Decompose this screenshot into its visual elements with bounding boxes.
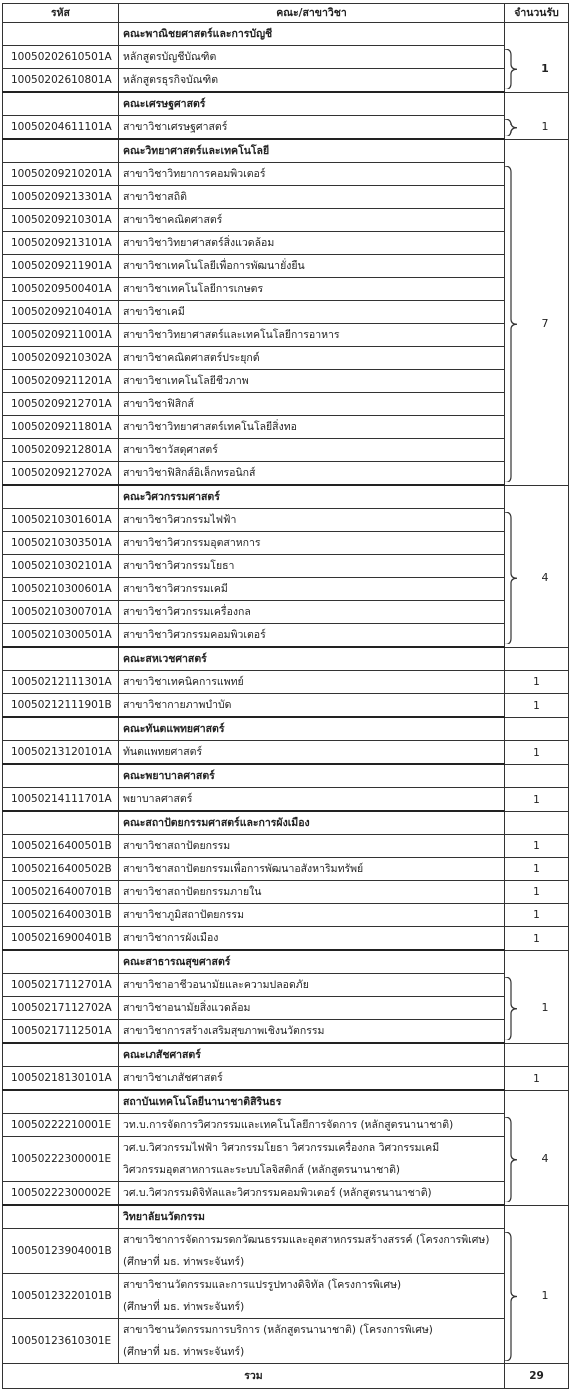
program-row [3,116,569,140]
total-value: 29 [505,1364,569,1389]
program-name: สาขาวิชาฟิสิกส์อิเล็กทรอนิกส์ [123,467,256,479]
program-name: วศ.บ.วิศวกรรมดิจิทัลและวิศวกรรมคอมพิวเตอร์ (หลักสูตรนานาชาติ) [123,1187,432,1199]
program-name: สาขาวิชาการสร้างเสริมสุขภาพเชิงนวัตกรรม [123,1025,325,1037]
group-count: 1 [541,120,549,134]
program-row [3,788,569,812]
program-name: สาขาวิชาวิศวกรรมไฟฟ้า [123,514,237,526]
faculty-code-cell [3,717,119,741]
program-code: 10050210301601A [3,509,119,532]
faculty-row [3,485,569,509]
program-row [3,1319,569,1364]
program-name-cell [119,671,505,694]
program-count: 1 [533,863,540,875]
program-code: 10050214111701A [3,788,119,812]
program-name: สาขาวิชาเทคโนโลยีการเกษตร [123,283,264,295]
program-name: สาขาวิชาคณิตศาสตร์ [123,214,223,226]
program-name-cell [119,416,505,439]
program-name: สาขาวิชาวิทยาศาสตร์เทคโนโลยีสิ่งทอ [123,421,297,433]
program-row [3,278,569,301]
count-cell [505,139,569,163]
program-code: 10050216400301B [3,904,119,927]
count-cell [505,881,569,904]
program-name-cell [119,209,505,232]
program-name: สาขาวิชากายภาพบำบัด [123,699,232,711]
program-row [3,509,569,532]
program-row [3,881,569,904]
program-name-cell [119,324,505,347]
program-name-cell [119,532,505,555]
program-name-line2: วิศวกรรมอุตสาหการและระบบโลจิสติกส์ (หลักสูตรนานาชาติ) [123,1164,401,1176]
program-row [3,186,569,209]
program-name-cell [119,370,505,393]
program-name: สาขาวิชาวัสดุศาสตร์ [123,444,218,456]
program-row [3,46,569,69]
faculty-name: คณะสหเวชศาสตร์ [119,647,505,671]
program-name: สาขาวิชาวิศวกรรมเคมี [123,583,228,595]
program-code: 10050212111901B [3,694,119,718]
program-row [3,347,569,370]
program-name: วท.บ.การจัดการวิศวกรรมและเทคโนโลยีการจัดการ (หลักสูตรนานาชาติ) [123,1119,454,1131]
faculty-name: คณะทันตแพทยศาสตร์ [119,717,505,741]
faculty-name: คณะวิศวกรรมศาสตร์ [119,485,505,509]
program-name-cell [119,904,505,927]
program-name-line2: (ศึกษาที่ มธ. ท่าพระจันทร์) [123,1256,245,1268]
program-name-cell [119,1114,505,1137]
group-count: 4 [541,1152,549,1166]
program-row [3,1229,569,1274]
program-name: พยาบาลศาสตร์ [123,793,193,805]
faculty-name: คณะเภสัชศาสตร์ [119,1043,505,1067]
count-cell [505,904,569,927]
faculty-code-cell [3,647,119,671]
program-name: สาขาวิชาสถาปัตยกรรม [123,840,231,852]
program-name-cell [119,694,505,718]
program-name-cell [119,1319,505,1364]
program-row [3,1182,569,1206]
program-name-cell [119,1229,505,1274]
program-row [3,927,569,951]
total-row [3,1364,569,1389]
faculty-code-cell [3,139,119,163]
program-name-cell [119,835,505,858]
program-row [3,301,569,324]
program-name: สาขาวิชาเทคนิคการแพทย์ [123,676,244,688]
count-cell [505,741,569,765]
count-cell [505,927,569,951]
program-name: วศ.บ.วิศวกรรมไฟฟ้า วิศวกรรมโยธา วิศวกรรมเครื่องกล วิศวกรรมเคมี [123,1142,440,1154]
program-code: 10050216900401B [3,927,119,951]
faculty-code-cell [3,811,119,835]
program-name-cell [119,163,505,186]
faculty-row [3,811,569,835]
program-row [3,324,569,347]
program-row [3,741,569,765]
program-row [3,1137,569,1182]
program-count: 1 [533,909,540,921]
count-cell [505,647,569,671]
faculty-name: คณะสถาปัตยกรรมศาสตร์และการผังเมือง [119,811,505,835]
program-row [3,1114,569,1137]
faculty-row [3,1090,569,1114]
program-count: 1 [533,886,540,898]
program-name: สาขาวิชาฟิสิกส์ [123,398,194,410]
faculty-name: คณะสาธารณสุขศาสตร์ [119,950,505,974]
program-name-cell [119,1137,505,1182]
group-count: 1 [541,1289,549,1302]
program-name-cell [119,555,505,578]
faculty-row [3,1043,569,1067]
group-count: 1 [541,1001,549,1015]
program-count: 1 [533,746,540,759]
program-code: 10050209211001A [3,324,119,347]
program-row [3,974,569,997]
program-code: 10050210300501A [3,624,119,648]
group-count: 1 [541,61,549,75]
program-row [3,393,569,416]
program-name-cell [119,347,505,370]
program-row [3,69,569,93]
program-name-cell [119,301,505,324]
program-name-cell [119,1182,505,1206]
program-code: 10050209211201A [3,370,119,393]
program-row [3,416,569,439]
program-name: สาขาวิชาอาชีวอนามัยและความปลอดภัย [123,979,309,991]
program-code: 10050202610801A [3,69,119,93]
program-code: 10050209210301A [3,209,119,232]
count-cell [505,717,569,741]
group-count: 4 [541,570,549,584]
curly-brace-icon [504,977,518,1041]
program-name-cell [119,601,505,624]
program-name: สาขาวิชาสถิติ [123,191,187,203]
program-row [3,858,569,881]
program-code: 10050123220101B [3,1274,119,1319]
program-name: สาขาวิชาการจัดการมรดกวัฒนธรรมและอุตสาหกรรมสร้างสรรค์ (โครงการพิเศษ) [123,1234,490,1246]
program-row [3,232,569,255]
program-code: 10050213120101A [3,741,119,765]
count-cell [505,671,569,694]
curly-brace-icon [504,166,518,483]
table-body [3,23,569,1364]
program-code: 10050209210201A [3,163,119,186]
program-name-cell [119,393,505,416]
count-cell [505,835,569,858]
program-count: 1 [533,1072,540,1085]
faculty-row [3,92,569,116]
program-name: หลักสูตรบัญชีบัณฑิต [123,51,217,63]
program-row [3,904,569,927]
program-name-line2: (ศึกษาที่ มธ. ท่าพระจันทร์) [123,1301,245,1313]
program-code: 10050210303501A [3,532,119,555]
program-row [3,578,569,601]
program-count: 1 [533,840,540,852]
faculty-row [3,139,569,163]
curly-brace-icon [504,512,518,645]
program-name: ทันตแพทยศาสตร์ [123,746,203,758]
program-name-cell [119,69,505,93]
program-name: สาขาวิชาเศรษฐศาสตร์ [123,121,228,133]
program-name: สาขาวิชาสถาปัตยกรรมภายใน [123,886,262,898]
program-name: สาขาวิชานวัตกรรมและการแปรรูปทางดิจิทัล (โครงการพิเศษ) [123,1279,402,1291]
program-name-cell [119,624,505,648]
program-code: 10050209212701A [3,393,119,416]
faculty-name: คณะวิทยาศาสตร์และเทคโนโลยี [119,139,505,163]
program-name-cell [119,927,505,951]
group-count: 7 [541,316,549,330]
program-name-cell [119,439,505,462]
faculty-row [3,23,569,46]
curly-brace-icon [504,49,518,90]
program-name: สาขาวิชาวิทยาศาสตร์สิ่งแวดล้อม [123,237,275,249]
curly-brace-icon [504,119,518,137]
program-name-cell [119,1274,505,1319]
program-name: สาขาวิชาวิศวกรรมอุตสาหการ [123,537,261,549]
program-code: 10050209212801A [3,439,119,462]
program-code: 10050209213101A [3,232,119,255]
program-row [3,439,569,462]
curly-brace-icon [504,1232,518,1361]
count-cell [505,23,569,46]
program-row [3,1067,569,1091]
faculty-row [3,764,569,788]
count-cell [505,485,569,509]
program-name: สาขาวิชานวัตกรรมการบริการ (หลักสูตรนานาชาติ) (โครงการพิเศษ) [123,1324,433,1336]
program-name-cell [119,858,505,881]
program-code: 10050202610501A [3,46,119,69]
count-cell [505,694,569,718]
program-name-line2: (ศึกษาที่ มธ. ท่าพระจันทร์) [123,1346,245,1358]
program-code: 10050204611101A [3,116,119,140]
program-name: หลักสูตรธุรกิจบัณฑิต [123,74,219,86]
program-row [3,255,569,278]
program-name: สาขาวิชาวิทยาการคอมพิวเตอร์ [123,168,266,180]
header-name: คณะ/สาขาวิชา [119,4,505,23]
faculty-code-cell [3,23,119,46]
program-code: 10050217112701A [3,974,119,997]
program-name: สาขาวิชาอนามัยสิ่งแวดล้อม [123,1002,251,1014]
program-name: สาขาวิชาเคมี [123,306,185,318]
program-row [3,532,569,555]
program-count: 1 [533,676,540,688]
program-code: 10050217112702A [3,997,119,1020]
program-count: 1 [533,932,540,945]
program-code: 10050216400501B [3,835,119,858]
faculty-name: สถาบันเทคโนโลยีนานาชาติสิรินธร [119,1090,505,1114]
program-name-cell [119,788,505,812]
count-cell [505,1067,569,1091]
program-code: 10050222300002E [3,1182,119,1206]
faculty-row [3,950,569,974]
program-row [3,370,569,393]
total-label: รวม [3,1364,505,1389]
program-name: สาขาวิชาสถาปัตยกรรมเพื่อการพัฒนาอสังหาริมทรัพย์ [123,863,364,875]
program-code: 10050216400701B [3,881,119,904]
program-row [3,462,569,486]
faculty-name: คณะพยาบาลศาสตร์ [119,764,505,788]
program-code: 10050209212702A [3,462,119,486]
faculty-name: วิทยาลัยนวัตกรรม [119,1205,505,1229]
faculty-code-cell [3,764,119,788]
faculty-code-cell [3,92,119,116]
program-name-cell [119,578,505,601]
program-code: 10050123610301E [3,1319,119,1364]
faculty-name: คณะเศรษฐศาสตร์ [119,92,505,116]
count-cell [505,1205,569,1229]
faculty-code-cell [3,1043,119,1067]
program-code: 10050217112501A [3,1020,119,1044]
program-code: 10050209210302A [3,347,119,370]
program-row [3,624,569,648]
count-cell [505,858,569,881]
program-code: 10050209211801A [3,416,119,439]
program-code: 10050212111301A [3,671,119,694]
program-code: 10050222300001E [3,1137,119,1182]
admission-table [2,3,569,1389]
program-name-cell [119,232,505,255]
curly-brace-icon [504,1117,518,1203]
faculty-name: คณะพาณิชยศาสตร์และการบัญชี [119,23,505,46]
program-count: 1 [533,793,540,806]
faculty-code-cell [3,1090,119,1114]
faculty-code-cell [3,485,119,509]
program-code: 10050222210001E [3,1114,119,1137]
program-name: สาขาวิชาวิศวกรรมเครื่องกล [123,606,251,618]
program-code: 10050210300601A [3,578,119,601]
faculty-row [3,647,569,671]
program-row [3,671,569,694]
program-code: 10050218130101A [3,1067,119,1091]
program-row [3,1274,569,1319]
program-code: 10050209210401A [3,301,119,324]
program-name-cell [119,1020,505,1044]
header-row [3,4,569,23]
program-row [3,163,569,186]
program-name-cell [119,46,505,69]
count-cell [505,811,569,835]
count-cell [505,764,569,788]
header-code: รหัส [3,4,119,23]
program-name-cell [119,116,505,140]
program-name: สาขาวิชาเภสัชศาสตร์ [123,1072,223,1084]
count-cell [505,1043,569,1067]
program-row [3,555,569,578]
program-name-cell [119,186,505,209]
program-name: สาขาวิชาคณิตศาสตร์ประยุกต์ [123,352,260,364]
program-row [3,835,569,858]
count-cell [505,92,569,116]
program-code: 10050123904001B [3,1229,119,1274]
program-row [3,601,569,624]
faculty-code-cell [3,1205,119,1229]
program-row [3,694,569,718]
program-name-cell [119,997,505,1020]
program-name: สาขาวิชาภูมิสถาปัตยกรรม [123,909,244,921]
program-name: สาขาวิชาวิทยาศาสตร์และเทคโนโลยีการอาหาร [123,329,340,341]
program-code: 10050209500401A [3,278,119,301]
program-code: 10050210302101A [3,555,119,578]
program-name: สาขาวิชาวิศวกรรมคอมพิวเตอร์ [123,629,266,641]
program-name: สาขาวิชาเทคโนโลยีชีวภาพ [123,375,249,387]
program-code: 10050209213301A [3,186,119,209]
faculty-code-cell [3,950,119,974]
program-name: สาขาวิชาวิศวกรรมโยธา [123,560,235,572]
program-name-cell [119,741,505,765]
program-name-cell [119,974,505,997]
program-row [3,209,569,232]
program-row [3,1020,569,1044]
faculty-row [3,717,569,741]
program-code: 10050216400502B [3,858,119,881]
program-name-cell [119,278,505,301]
count-cell [505,1090,569,1114]
program-name-cell [119,1067,505,1091]
program-count: 1 [533,699,540,712]
header-count: จำนวนรับ [505,4,569,23]
program-name: สาขาวิชาการผังเมือง [123,932,219,944]
program-name-cell [119,881,505,904]
program-code: 10050209211901A [3,255,119,278]
count-cell [505,788,569,812]
count-cell [505,950,569,974]
program-code: 10050210300701A [3,601,119,624]
program-row [3,997,569,1020]
program-name: สาขาวิชาเทคโนโลยีเพื่อการพัฒนายั่งยืน [123,260,305,272]
program-name-cell [119,462,505,486]
program-name-cell [119,255,505,278]
faculty-row [3,1205,569,1229]
program-name-cell [119,509,505,532]
